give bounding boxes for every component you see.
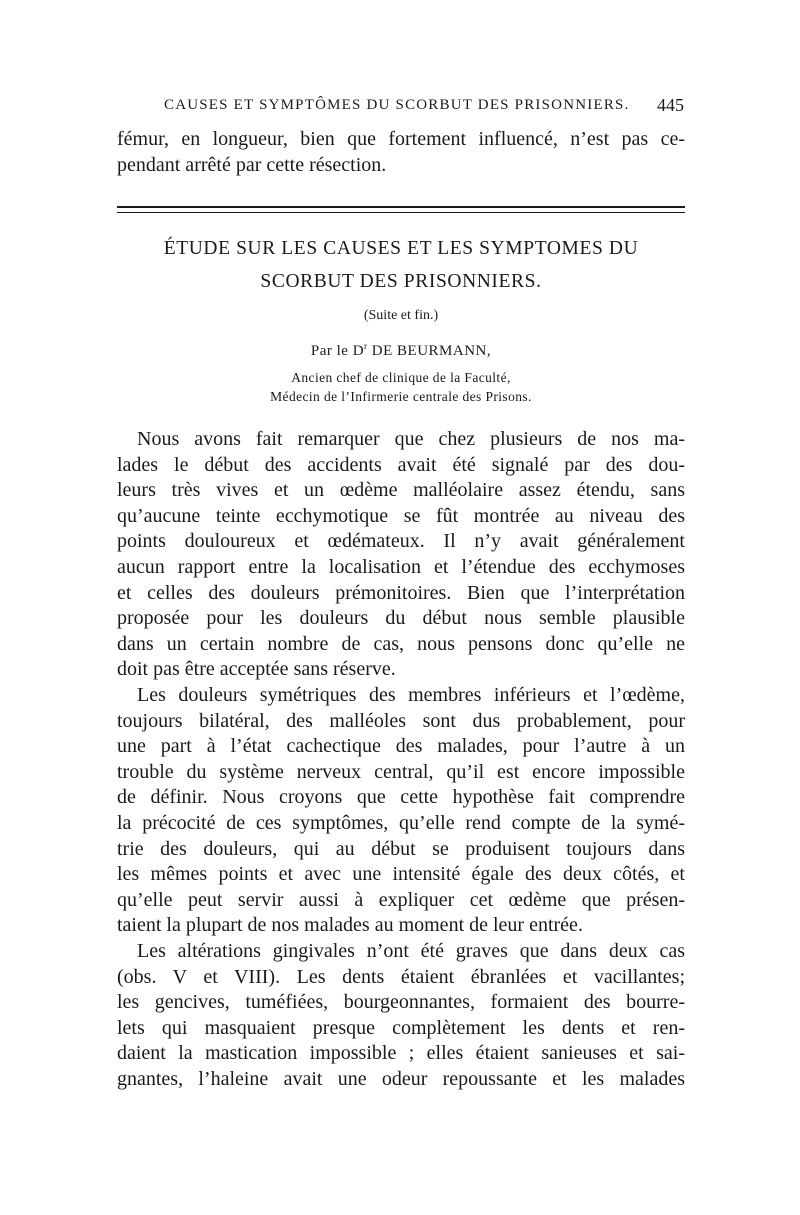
text-line: lets qui masquaient presque complètement les dents et ren- bbox=[117, 1016, 685, 1039]
text-line: aucun rapport entre la localisation et l’étendue des ecchymoses bbox=[117, 555, 685, 578]
section-rule-thin bbox=[117, 212, 685, 213]
text-line: et celles des douleurs prémonitoires. Bien que l’interprétation bbox=[117, 581, 685, 604]
text-line: trie des douleurs, qui au début se produisent toujours dans bbox=[117, 837, 685, 860]
text-line: fémur, en longueur, bien que fortement influencé, n’est pas ce- bbox=[117, 128, 685, 150]
carryover-text bbox=[117, 127, 685, 178]
text-line: les gencives, tuméfiées, bourgeonnantes, formaient des bourre- bbox=[117, 991, 685, 1014]
paragraph-3 bbox=[117, 939, 685, 1093]
text-line: les mêmes points et avec une intensité égale des deux côtés, et bbox=[117, 863, 685, 886]
text-line: la précocité de ces symptômes, qu’elle rend compte de la symé- bbox=[117, 811, 685, 834]
author-affiliation-line-1: Ancien chef de clinique de la Faculté, bbox=[291, 370, 511, 385]
running-head-title: CAUSES ET SYMPTÔMES DU SCORBUT DES PRISONNIERS. bbox=[164, 97, 630, 113]
text-line: daient la mastication impossible ; elles étaient sanieuses et sai- bbox=[117, 1042, 685, 1065]
section-rule-thick bbox=[117, 206, 685, 208]
text-line: dans un certain nombre de cas, nous pensons donc qu’elle ne bbox=[117, 632, 685, 655]
article-heading bbox=[117, 232, 685, 406]
text-line: proposée pour les douleurs du début nous semble plausible bbox=[117, 607, 685, 630]
author-name: DE BEURMANN, bbox=[371, 343, 492, 359]
paragraph-2 bbox=[117, 683, 685, 939]
author-prefix: Par le D bbox=[310, 343, 365, 359]
text-line: toujours bilatéral, des malléoles sont dus probablement, pour bbox=[117, 709, 685, 732]
author-affiliation-line-2: Médecin de l’Infirmerie centrale des Prisons. bbox=[270, 389, 532, 404]
article-title-line-1: ÉTUDE SUR LES CAUSES ET LES SYMPTOMES DU bbox=[163, 238, 639, 259]
text-line: Les douleurs symétriques des membres inférieurs et l’œdème, bbox=[137, 684, 685, 706]
text-line: gnantes, l’haleine avait une odeur repoussante et les malades bbox=[117, 1067, 685, 1090]
text-line: une part à l’état cachectique des malades, pour l’autre à un bbox=[117, 735, 685, 758]
text-line: de définir. Nous croyons que cette hypothèse fait comprendre bbox=[117, 786, 685, 809]
text-line: leurs très vives et un œdème malléolaire assez étendu, sans bbox=[117, 479, 685, 502]
article-subtitle: (Suite et fin.) bbox=[363, 308, 439, 323]
article-title-line-2: SCORBUT DES PRISONNIERS. bbox=[260, 271, 542, 292]
text-line: Nous avons fait remarquer que chez plusieurs de nos ma- bbox=[137, 428, 685, 450]
author-title-superscript: r bbox=[364, 341, 368, 351]
text-line: trouble du système nerveux central, qu’il est encore impossible bbox=[117, 760, 685, 783]
text-line: lades le début des accidents avait été signalé par des dou- bbox=[117, 453, 685, 476]
page-number: 445 bbox=[657, 95, 684, 115]
text-line: pendant arrêté par cette résection. bbox=[117, 153, 387, 176]
text-line: (obs. V et VIII). Les dents étaient ébranlées et vacillantes; bbox=[117, 965, 685, 988]
text-line: qu’elle peut servir aussi à expliquer cet œdème que présen- bbox=[117, 888, 685, 911]
text-line: Les altérations gingivales n’ont été graves que dans deux cas bbox=[137, 940, 685, 962]
paragraph-1 bbox=[117, 427, 685, 683]
text-line: taient la plupart de nos malades au moment de leur entrée. bbox=[117, 914, 583, 937]
running-head bbox=[164, 97, 684, 121]
text-line: doit pas être acceptée sans réserve. bbox=[117, 658, 396, 681]
article-author bbox=[117, 335, 685, 362]
text-line: points douloureux et œdémateux. Il n’y avait généralement bbox=[117, 530, 685, 553]
text-line: qu’aucune teinte ecchymotique se fût montrée au niveau des bbox=[117, 504, 685, 527]
